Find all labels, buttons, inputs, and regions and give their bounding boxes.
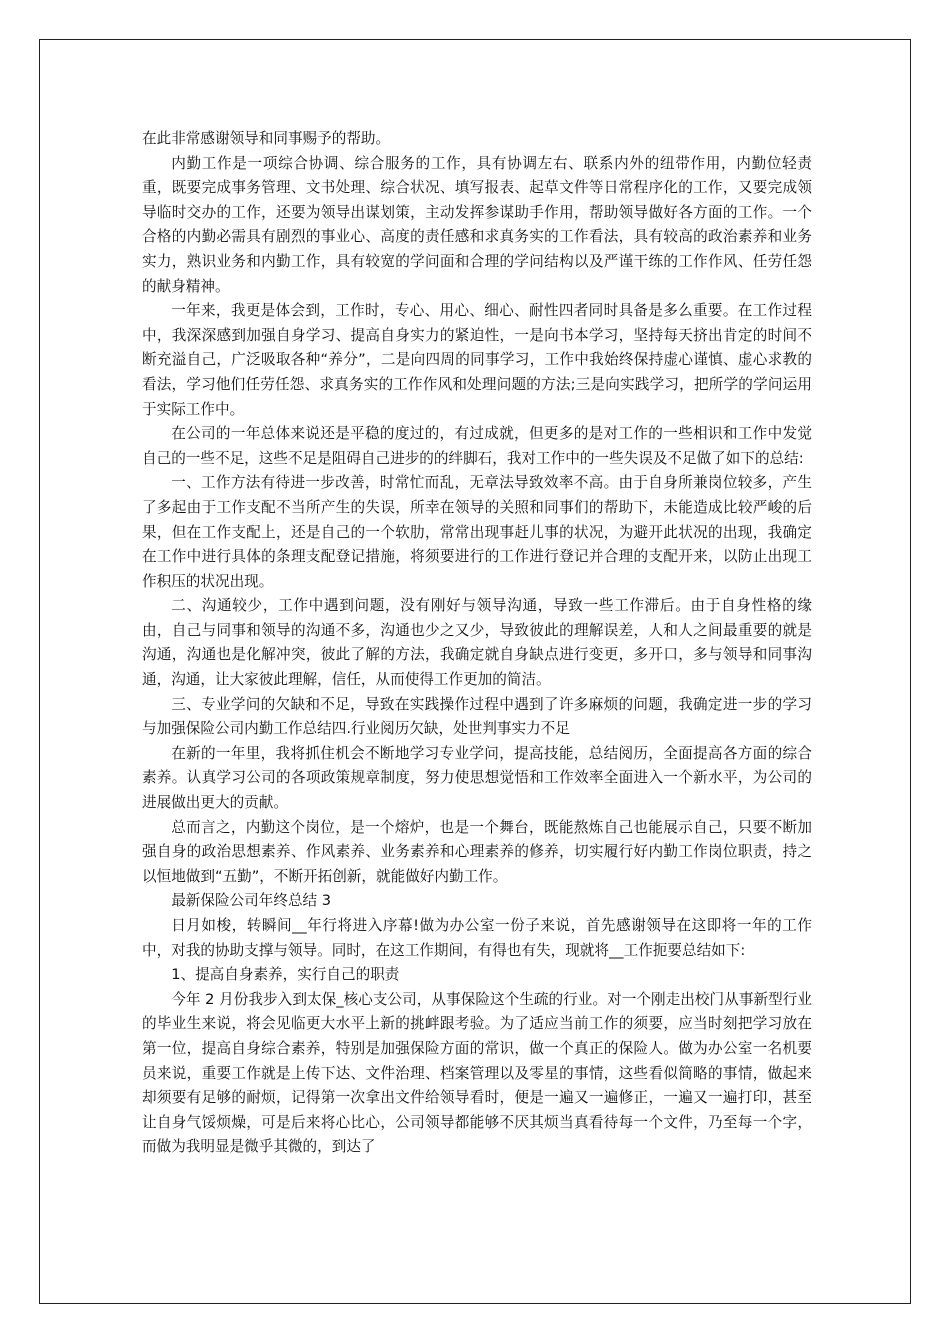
paragraph-3: 一年来，我更是体会到，工作时，专心、用心、细心、耐性四者同时具备是多么重要。在工作过程中，我深深感到加强自身学习、提高自身实力的紧迫性，一是向书本学习，坚持每天挤出肯定的时间不断充溢自己，广泛吸取各种“养分”，二是向四周的同事学习，工作中我始终保持虚心谨慎、虚心求教的看法，学习他们任劳任怨、求真务实的工作作风和处理问题的方法;三是向实践学习，把所学的学问运用于实际工作中。 bbox=[142, 302, 812, 418]
document-body bbox=[142, 127, 812, 1160]
section-heading: 最新保险公司年终总结 3 bbox=[171, 892, 332, 910]
paragraph-8: 在新的一年里，我将抓住机会不断地学习专业学问，提高技能，总结阅历，全面提高各方面的综合素养。认真学习公司的各项政策规章制度，努力使思想觉悟和工作效率全面进入一个新水平，为公司的进展做出更大的贡献。 bbox=[142, 744, 812, 812]
paragraph-10: 日月如梭，转瞬间__年行将进入序幕!做为办公室一份子来说，首先感谢领导在这即将一年的工作中，对我的协助支撑与领导。同时，在这工作期间，有得也有失，现就将__工作扼要总结如下: bbox=[142, 917, 812, 959]
paragraph-9: 总而言之，内勤这个岗位，是一个熔炉，也是一个舞台，既能熬炼自己也能展示自己，只要不断加强自身的政治思想素养、作风素养、业务素养和心理素养的修养，切实履行好内勤工作岗位职责，持之以恒地做到“五勤”，不断开拓创新，就能做好内勤工作。 bbox=[142, 818, 812, 885]
paragraph-2: 内勤工作是一项综合协调、综合服务的工作，具有协调左右、联系内外的纽带作用，内勤位轻责重，既要完成事务管理、文书处理、综合状况、填写报表、起草文件等日常程序化的工作，又要完成领导临时交办的工作，还要为领导出谋划策，主动发挥参谋助手作用，帮助领导做好各方面的工作。一个合格的内勤必需具有剧烈的事业心、高度的责任感和求真务实的工作看法，具有较高的政治素养和业务实力，熟识业务和内勤工作，具有较宽的学问面和合理的学问结构以及严谨干练的工作作风、任劳任怨的献身精神。 bbox=[142, 154, 812, 295]
paragraph-1: 在此非常感谢领导和同事赐予的帮助。 bbox=[142, 130, 391, 147]
paragraph-7: 三、专业学问的欠缺和不足，导致在实践操作过程中遇到了许多麻烦的问题，我确定进一步的学习与加强保险公司内勤工作总结四.行业阅历欠缺，处世判事实力不足 bbox=[142, 695, 812, 738]
subheading-1: 1、提高自身素养，实行自己的职责 bbox=[171, 966, 400, 984]
paragraph-11: 今年 2 月份我步入到太保_核心支公司，从事保险这个生疏的行业。对一个刚走出校门从事新型行业的毕业生来说，将会见临更大水平上新的挑衅跟考验。为了适应当前工作的须要，应当时刻把学习放在第一位，提高自身综合素养，特别是加强保险方面的常识，做一个真正的保险人。做为办公室一名机要员来说，重要工作就是上传下达、文件治理、档案管理以及零星的事情，这些看似简略的事情，做起来却须要有足够的耐烦，记得第一次拿出文件给领导看时，便是一遍又一遍修正，一遍又一遍打印，甚至让自身气馁烦燥，可是后来将心比心，公司领导都能够不厌其烦当真看待每一个文件，乃至每一个字，而做为我明显是微乎其微的，到达了 bbox=[142, 990, 812, 1156]
paragraph-6: 二、沟通较少，工作中遇到问题，没有刚好与领导沟通，导致一些工作滞后。由于自身性格的缘由，自己与同事和领导的沟通不多，沟通也少之又少，导致彼此的理解误差，人和人之间最重要的就是沟通，沟通也是化解冲突，彼此了解的方法，我确定就自身缺点进行变更，多开口，多与领导和同事沟通，沟通，让大家彼此理解，信任，从而使得工作更加的简洁。 bbox=[142, 597, 812, 689]
paragraph-5: 一、工作方法有待进一步改善，时常忙而乱，无章法导致效率不高。由于自身所兼岗位较多，产生了多起由于工作支配不当所产生的失误，所幸在领导的关照和同事们的帮助下，未能造成比较严峻的后果，但在工作支配上，还是自己的一个软肋，常常出现事赶儿事的状况，为避开此状况的出现，我确定在工作中进行具体的条理支配登记措施，将须要进行的工作进行登记并合理的支配开来，以防止出现工作积压的状况出现。 bbox=[142, 474, 812, 590]
paragraph-4: 在公司的一年总体来说还是平稳的度过的，有过成就，但更多的是对工作的一些相识和工作中发觉自己的一些不足，这些不足是阻碍自己进步的的绊脚石，我对工作中的一些失误及不足做了如下的总结: bbox=[142, 425, 812, 467]
